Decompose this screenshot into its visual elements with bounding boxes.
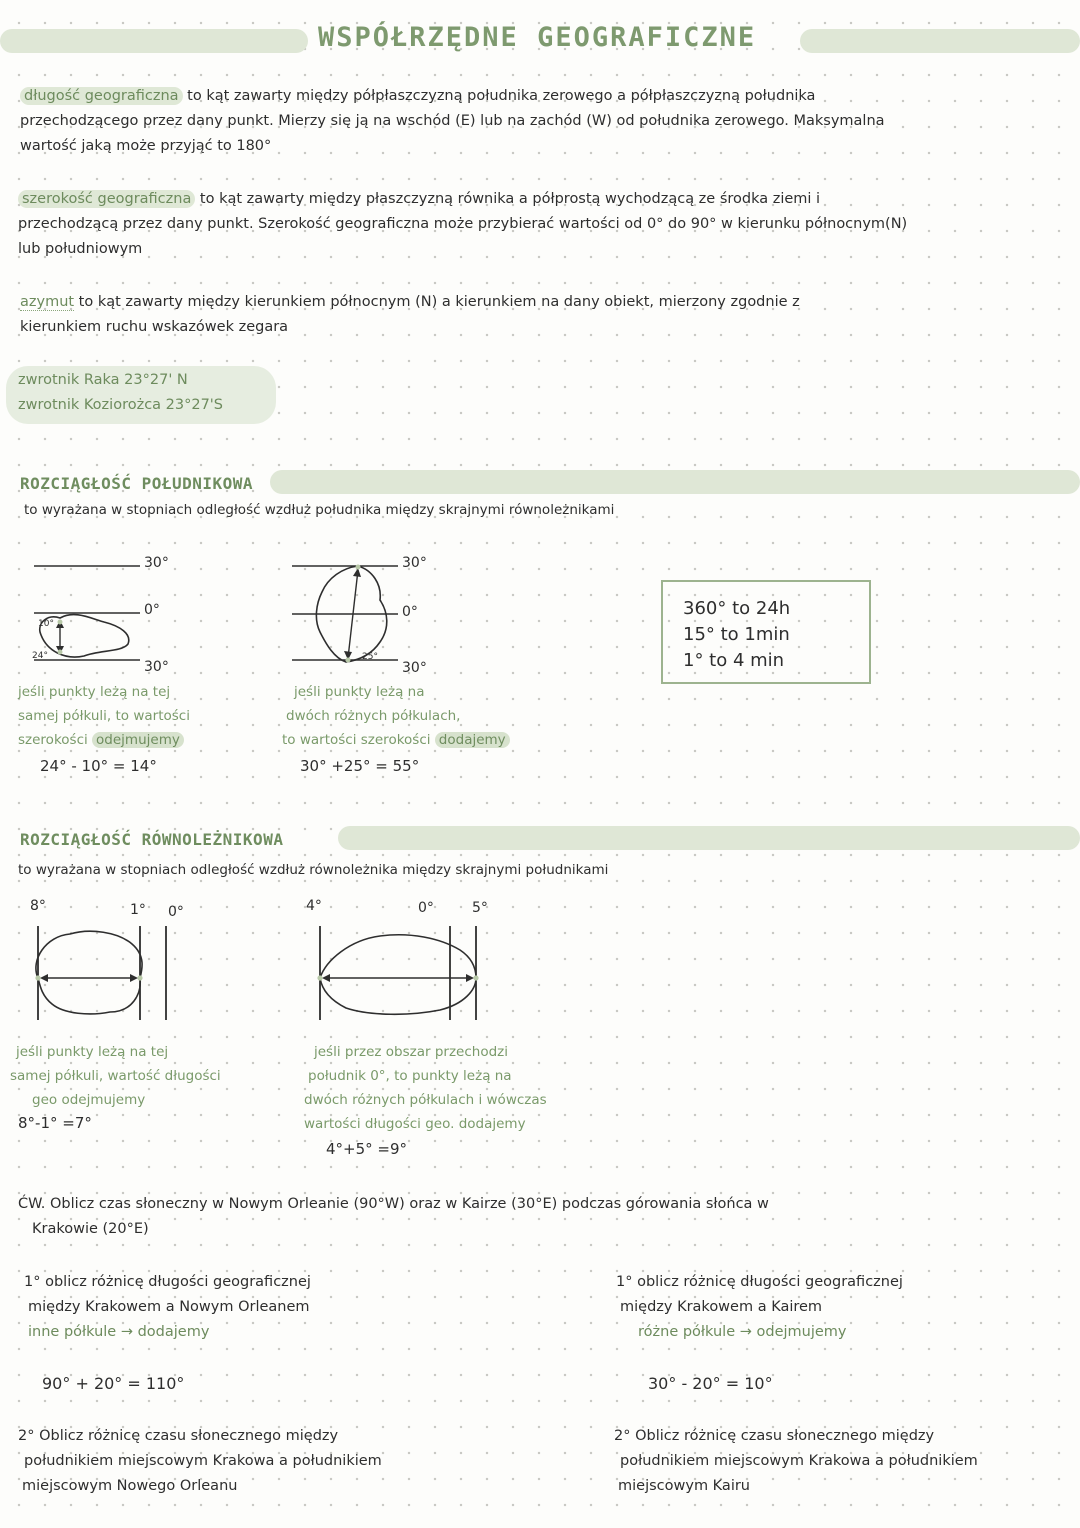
- meridional-calc-2: 30° +25° = 55°: [300, 757, 420, 775]
- tropics: [18, 368, 223, 418]
- exercise-prompt: ĆW. Oblicz czas słoneczny w Nowym Orleanie (90°W) oraz w Kairze (30°E) podczas górowania słońca w Krakowie (20°E): [18, 1196, 769, 1237]
- p1-label-1: 1°: [130, 902, 146, 918]
- meridional-note-1: jeśli punkty leżą na tej samej półkuli, to wartości szerokości odejmujemy: [18, 684, 190, 748]
- exercise-right-step1: 1° oblicz różnicę długości geograficznej między Krakowem a Kairem różne półkule → odejmujemy: [616, 1270, 1076, 1345]
- time-conversion-box: 360° to 24h 15° to 1min 1° to 4 min: [661, 580, 871, 684]
- definition-azimuth: azymut to kąt zawarty między kierunkiem północnym (N) a kierunkiem na dany obiekt, mierzony zgodnie z kierunkiem ruchu wskazówek zegara: [20, 294, 800, 335]
- meridional-note-2: jeśli punkty leżą na dwóch różnych półkulach, to wartości szerokości dodajemy: [282, 680, 582, 752]
- m2-label-0: 0°: [402, 604, 418, 620]
- p2-label-0: 0°: [418, 900, 434, 916]
- parallel-calc-1: 8°-1° =7°: [18, 1114, 92, 1132]
- m1-label-0: 0°: [144, 602, 160, 618]
- exercise-left-step1: 1° oblicz różnicę długości geograficznej między Krakowem a Nowym Orleanem inne półkule → dodajemy: [24, 1270, 504, 1345]
- title-bar-left: [0, 29, 308, 53]
- parallel-diagram-2: [300, 920, 500, 1030]
- meridional-description: to wyrażana w stopniach odległość wzdłuż południka między skrajnymi równoleżnikami: [24, 502, 615, 518]
- m1-label-30-bottom: 30°: [144, 659, 169, 675]
- exercise-right-calc: 30° - 20° = 10°: [648, 1374, 773, 1393]
- term-longitude: długość geograficzna: [20, 87, 183, 105]
- section-title-meridional: ROZCIĄGŁOŚĆ POŁUDNIKOWA: [20, 474, 254, 493]
- tropic-cancer: zwrotnik Raka 23°27' N: [18, 372, 188, 388]
- exercise-right-hint: różne półkule → odejmujemy: [638, 1324, 847, 1340]
- term-azimuth: azymut: [20, 294, 75, 310]
- emph-subtract-2: odejmujemy: [61, 1092, 146, 1108]
- parallel-note-1: jeśli punkty leżą na tej samej półkuli, wartość długości geo odejmujemy: [10, 1044, 221, 1108]
- exercise-left-hint: inne półkule → dodajemy: [28, 1324, 210, 1340]
- p1-label-8: 8°: [30, 898, 46, 914]
- parallel-diagram-1: [20, 920, 200, 1030]
- section-bar-meridional: [270, 470, 1080, 494]
- title-bar-right: [800, 29, 1080, 53]
- meridional-calc-1: 24° - 10° = 14°: [40, 757, 157, 775]
- parallel-description: to wyrażana w stopniach odległość wzdłuż równoleżnika między skrajnymi południkami: [18, 862, 609, 878]
- m2-label-25: 25°: [362, 652, 378, 662]
- term-latitude: szerokość geograficzna: [18, 190, 195, 208]
- m2-label-30-top: 30°: [402, 555, 427, 571]
- m1-label-10: 10°: [38, 619, 54, 629]
- exercise-left-calc: 90° + 20° = 110°: [42, 1374, 185, 1393]
- emph-subtract: odejmujemy: [92, 732, 184, 748]
- p1-label-0: 0°: [168, 904, 184, 920]
- emph-add: dodajemy: [435, 732, 510, 748]
- p2-label-4: 4°: [306, 898, 322, 914]
- section-bar-parallel: [338, 826, 1080, 850]
- m2-label-30-bottom: 30°: [402, 660, 427, 676]
- m1-label-30-top: 30°: [144, 555, 169, 571]
- p2-label-5: 5°: [472, 900, 488, 916]
- parallel-note-2: jeśli przez obszar przechodzi południk 0°, to punkty leżą na dwóch różnych półkulach i wówczas wartości długości geo. dodajemy: [304, 1044, 547, 1132]
- m1-label-24: 24°: [32, 651, 48, 661]
- definition-latitude: szerokość geograficzna to kąt zawarty między płaszczyzną równika a półprostą wychodzącą ze środka ziemi i przechodzącą przez dany punkt. Szerokość geograficzna może przybierać wartości od 0° do 90° w kierunku północnym(N) lub południowym: [18, 191, 908, 257]
- emph-add-2: dodajemy: [458, 1116, 526, 1132]
- exercise-right-step2: 2° Oblicz różnicę czasu słonecznego między południkiem miejscowym Krakowa a południkiem miejscowym Kairu: [614, 1428, 978, 1494]
- section-title-parallel: ROZCIĄGŁOŚĆ RÓWNOLEŻNIKOWA: [20, 830, 284, 849]
- tropic-capricorn: zwrotnik Koziorożca 23°27'S: [18, 397, 223, 413]
- parallel-calc-2: 4°+5° =9°: [326, 1140, 408, 1158]
- exercise-left-step2: 2° Oblicz różnicę czasu słonecznego między południkiem miejscowym Krakowa a południkiem miejscowym Nowego Orleanu: [18, 1428, 382, 1494]
- page-title: WSPÓŁRZĘDNE GEOGRAFICZNE: [318, 22, 757, 53]
- definition-longitude: długość geograficzna to kąt zawarty między półpłaszczyzną południka zerowego a półpłaszczyzną południka przechodzącego przez dany punkt. Mierzy się ją na wschód (E) lub na zachód (W) od południka zerowego. Maksymalna wartość jaką może przyjąć to 180°: [20, 88, 885, 154]
